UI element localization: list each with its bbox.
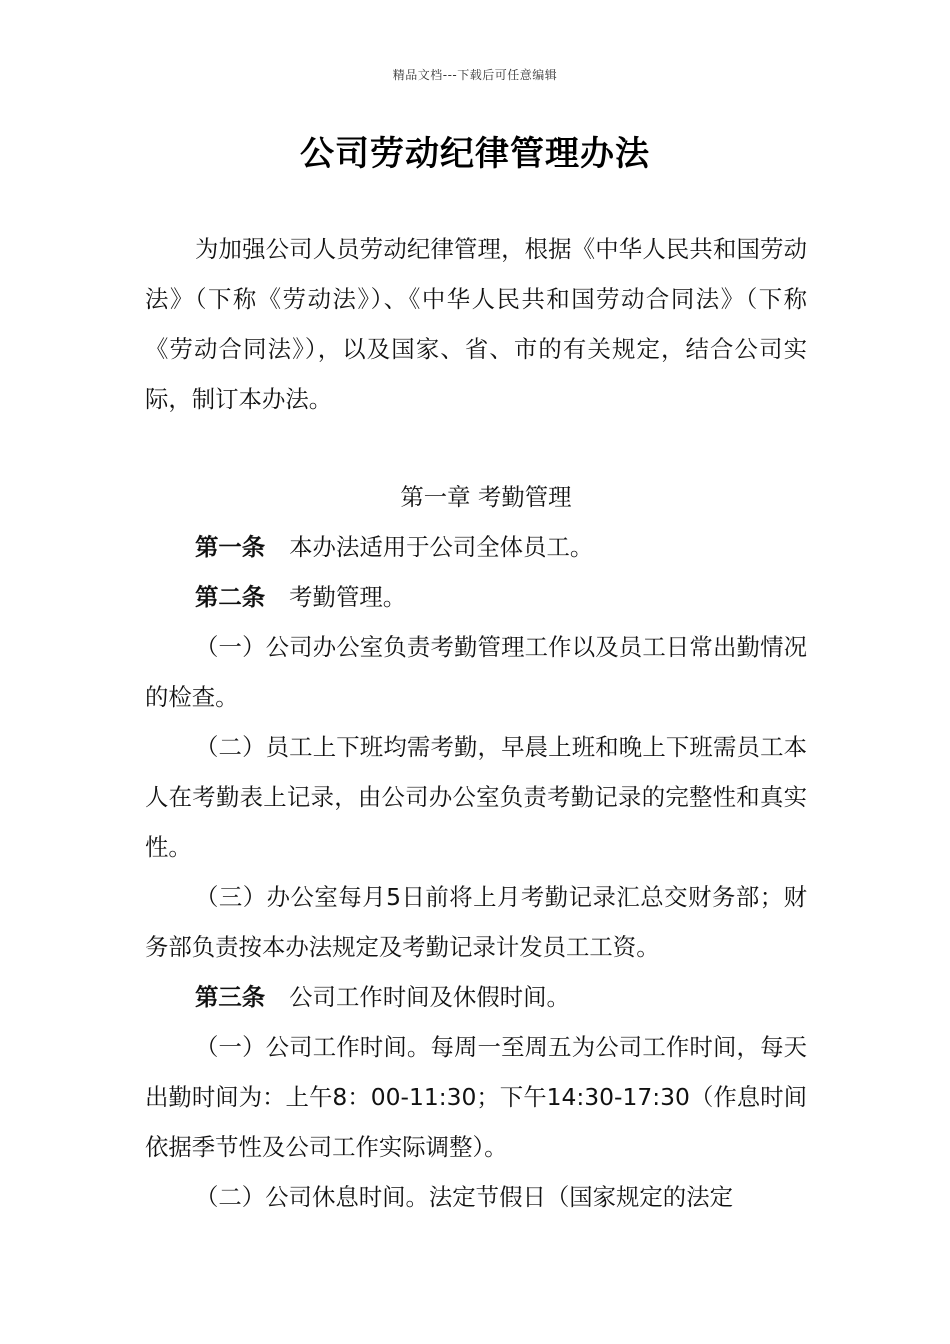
document-title: 公司劳动纪律管理办法 bbox=[300, 134, 650, 174]
chapter-heading: 第一章 考勤管理 bbox=[400, 483, 572, 511]
page-header: 精品文档---下载后可任意编辑 bbox=[392, 68, 558, 82]
article-3-item-1: （一）公司工作时间。每周一至周五为公司工作时间，每天出勤时间为：上午8：00-11:30；下午14:30-17:30（作息时间依据季节性及公司工作实际调整）。 bbox=[145, 1033, 807, 1161]
article-1-text: 本办法适用于公司全体员工。 bbox=[289, 533, 594, 561]
article-3-item-2: （二）公司休息时间。法定节假日（国家规定的法定 bbox=[195, 1183, 733, 1211]
article-3-text: 公司工作时间及休假时间。 bbox=[289, 983, 570, 1011]
article-3 bbox=[145, 972, 807, 1022]
article-3-head: 第三条 bbox=[195, 983, 266, 1011]
article-2 bbox=[145, 572, 807, 622]
intro-paragraph: 为加强公司人员劳动纪律管理，根据《中华人民共和国劳动法》（下称《劳动法》）、《中华人民共和国劳动合同法》（下称《劳动合同法》），以及国家、省、市的有关规定，结合公司实际，制订本办法。 bbox=[145, 235, 807, 413]
article-1-head: 第一条 bbox=[195, 533, 266, 561]
article-2-item-1: （一）公司办公室负责考勤管理工作以及员工日常出勤情况的检查。 bbox=[145, 633, 807, 711]
article-2-item-2: （二）员工上下班均需考勤，早晨上班和晚上下班需员工本人在考勤表上记录，由公司办公室负责考勤记录的完整性和真实性。 bbox=[145, 733, 807, 861]
article-1 bbox=[145, 522, 807, 572]
section-spacer bbox=[145, 424, 807, 472]
document-body bbox=[145, 224, 807, 1222]
article-2-item-3: （三）办公室每月5日前将上月考勤记录汇总交财务部；财务部负责按本办法规定及考勤记录计发员工工资。 bbox=[145, 883, 807, 961]
article-2-head: 第二条 bbox=[195, 583, 266, 611]
article-2-text: 考勤管理。 bbox=[289, 583, 407, 611]
